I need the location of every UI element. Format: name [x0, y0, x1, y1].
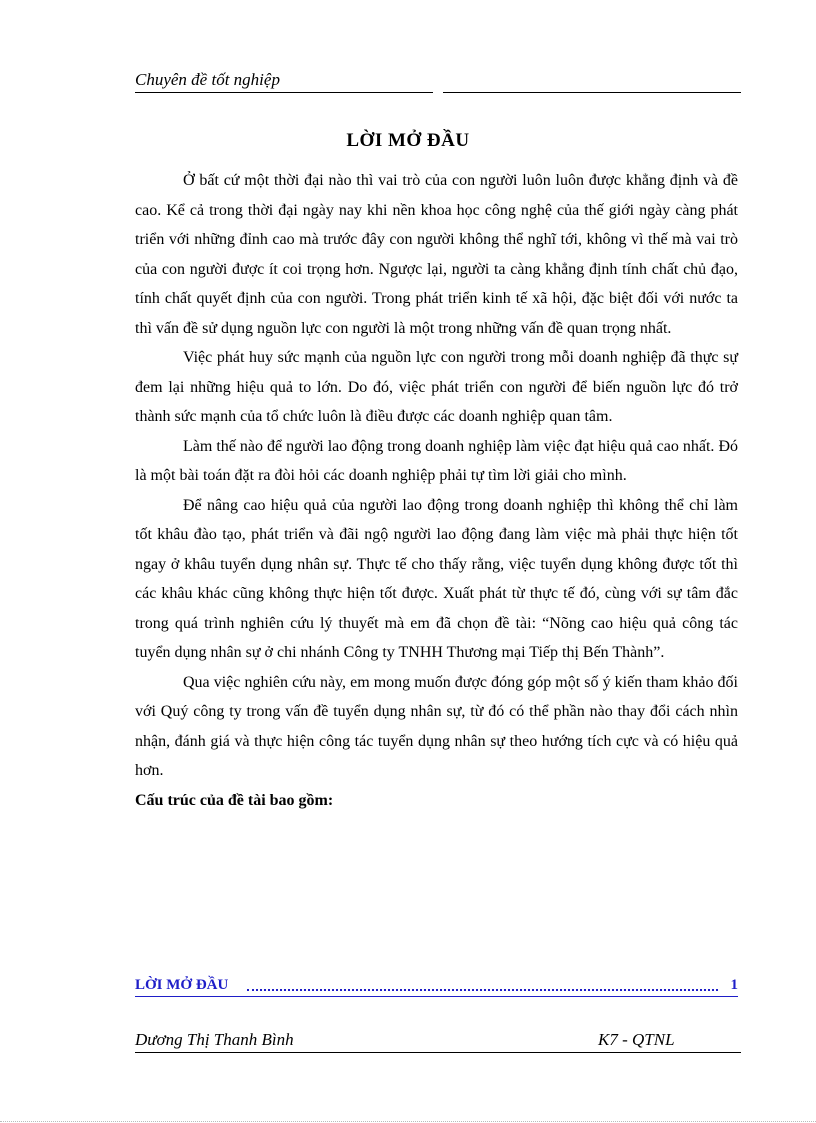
page-footer — [135, 1030, 741, 1054]
body-text — [135, 166, 738, 815]
footer-class: K7 - QTNL — [598, 1030, 675, 1049]
paragraph: Làm thế nào để người lao động trong doanh nghiệp làm việc đạt hiệu quả cao nhất. Đó là một bài toán đặt ra đòi hỏi các doanh nghiệp phải tự tìm lời giải cho mình. — [135, 437, 738, 484]
toc-entry-loi-mo-dau[interactable] — [135, 974, 738, 998]
paragraph: Việc phát huy sức mạnh của nguồn lực con người trong mỗi doanh nghiệp đã thực sự đem lại những hiệu quả to lớn. Do đó, việc phát triển con người để biến nguồn lực đó trở thành sức mạnh của tổ chức luôn là điều được các doanh nghiệp quan tâm. — [135, 349, 738, 425]
toc-entry-label[interactable]: LỜI MỞ ĐẦU — [135, 977, 229, 993]
header-rule-left — [135, 92, 433, 93]
header-title: Chuyên đề tốt nghiệp — [135, 70, 280, 89]
page-heading: LỜI MỞ ĐẦU — [346, 130, 470, 151]
structure-label: Cấu trúc của đề tài bao gồm: — [135, 791, 334, 809]
page-header — [135, 68, 741, 94]
toc-page-number[interactable]: 1 — [730, 977, 738, 993]
paragraph: Để nâng cao hiệu quả của người lao động trong doanh nghiệp thì không thể chỉ làm tốt khâu đào tạo, phát triển và đãi ngộ người lao động đang làm việc mà phải thực hiện tốt ngay ở khâu tuyển dụng nhân sự. Thực tế cho thấy rằng, việc tuyển dụng không được tốt thì các khâu khác cũng không thực hiện tốt được. Xuất phát từ thực tế đó, cùng với sự tâm đắc trong quá trình nghiên cứu lý thuyết mà em đã chọn đề tài: “Nõng cao hiệu quả công tác tuyển dụng nhân sự ở chi nhánh Công ty TNHH Thương mại Tiếp thị Bến Thành”. — [135, 496, 738, 661]
paragraph: Qua việc nghiên cứu này, em mong muốn được đóng góp một số ý kiến tham khảo đối với Quý công ty trong vấn đề tuyển dụng nhân sự, từ đó có thể phần nào thay đổi cách nhìn nhận, đánh giá và thực hiện công tác tuyển dụng nhân sự theo hướng tích cực và có hiệu quả hơn. — [135, 673, 738, 779]
toc-leader-dots — [247, 989, 718, 991]
paragraph: Ở bất cứ một thời đại nào thì vai trò của con người luôn luôn được khẳng định và đề cao. Kể cả trong thời đại ngày nay khi nền khoa học công nghệ của thế giới ngày càng phát triển với những đỉnh cao mà trước đây con người không thể nghĩ tới, không vì thế mà vai trò của con người được ít coi trọng hơn. Ngược lại, người ta càng khẳng định tính chất chủ đạo, tính chất quyết định của con người. Trong phát triển kinh tế xã hội, đặc biệt đối với nước ta thì vấn đề sử dụng nguồn lực con người là một trong những vấn đề quan trọng nhất. — [135, 172, 738, 337]
header-rule-right — [443, 92, 741, 93]
toc-underline — [135, 996, 738, 997]
page-boundary — [0, 1121, 816, 1122]
footer-author: Dương Thị Thanh Bình — [135, 1030, 294, 1049]
footer-rule — [135, 1052, 741, 1053]
